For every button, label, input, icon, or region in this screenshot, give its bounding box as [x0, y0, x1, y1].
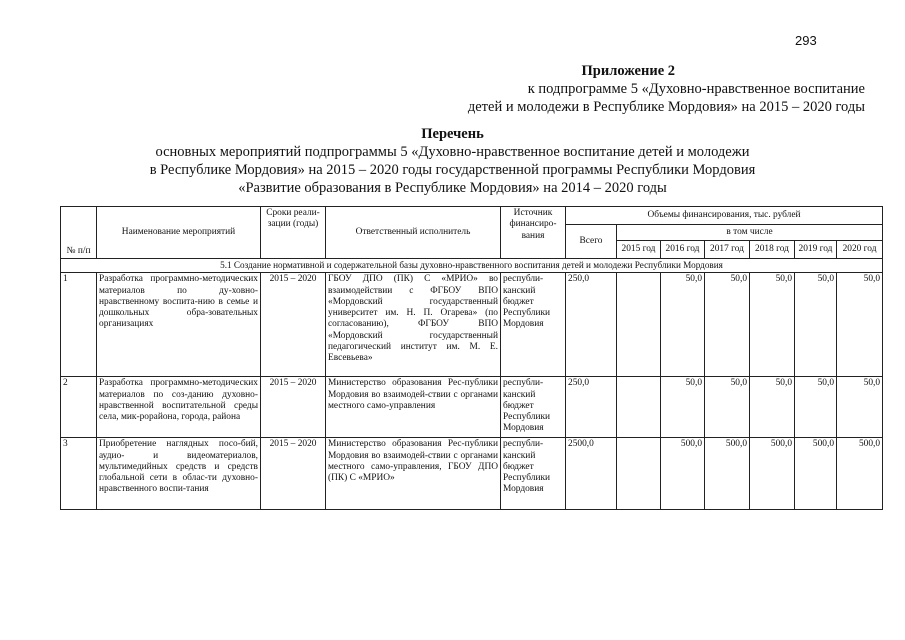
heading-title: Перечень: [421, 126, 484, 142]
cell-year: 50,0: [750, 273, 795, 377]
cell-year: 50,0: [750, 377, 795, 438]
cell-num: 2: [61, 377, 97, 438]
appendix-title: Приложение 2: [581, 63, 675, 79]
document-heading: [0, 125, 905, 197]
appendix-line-1: к подпрограмме 5 «Духовно-нравственное воспитание: [527, 81, 865, 97]
appendix-line-2: детей и молодежи в Республике Мордовия» на 2015 – 2020 годы: [467, 99, 865, 115]
cell-total: 250,0: [566, 377, 617, 438]
cell-terms: 2015 – 2020: [261, 273, 326, 377]
cell-year: 500,0: [750, 438, 795, 510]
cell-year: 500,0: [795, 438, 837, 510]
cell-name: Разработка программно-методических материалов по ду-ховно-нравственному воспита-нию в семье и дошкольных обра-зовательных организациях: [97, 273, 261, 377]
cell-year: 50,0: [661, 377, 705, 438]
cell-terms: 2015 – 2020: [261, 377, 326, 438]
cell-executor: ГБОУ ДПО (ПК) С «МРИО» во взаимодействии с ФГБОУ ВПО «Мордовский государственный университет им. Н. П. Огарева» (по согласованию), ФГБОУ ВПО «Мордовский государственный педагогический институт им. М. Е. Евсевьева»: [326, 273, 501, 377]
header-year: 2020 год: [837, 241, 883, 259]
header-total: Всего: [566, 225, 617, 259]
header-volumes: Объемы финансирования, тыс. рублей: [566, 207, 883, 225]
header-year: 2018 год: [750, 241, 795, 259]
header-executor: Ответственный исполнитель: [326, 207, 501, 259]
cell-year: 50,0: [795, 273, 837, 377]
cell-total: 250,0: [566, 273, 617, 377]
table-row: [61, 273, 883, 377]
cell-executor: Министерство образования Рес-публики Мордовия во взаимодей-ствии с органами местного само-управления: [326, 377, 501, 438]
cell-executor: Министерство образования Рес-публики Мордовия во взаимодей-ствии с органами местного само-управления, ГБОУ ДПО (ПК) С «МРИО»: [326, 438, 501, 510]
table-row: [61, 377, 883, 438]
cell-year: 50,0: [795, 377, 837, 438]
cell-terms: 2015 – 2020: [261, 438, 326, 510]
header-year: 2015 год: [617, 241, 661, 259]
cell-year: [617, 438, 661, 510]
section-title: 5.1 Создание нормативной и содержательной базы духовно-нравственного воспитания детей и молодежи Республики Мордовия: [61, 259, 883, 273]
appendix-block: [468, 62, 865, 116]
heading-line-3: «Развитие образования в Республике Мордовия» на 2014 – 2020 годы: [238, 180, 667, 196]
header-num: № п/п: [61, 207, 97, 259]
cell-source: республи-канский бюджет Республики Мордовия: [501, 438, 566, 510]
cell-year: 500,0: [661, 438, 705, 510]
cell-source: республи-канский бюджет Республики Мордовия: [501, 273, 566, 377]
cell-year: 50,0: [705, 273, 750, 377]
cell-year: 50,0: [837, 377, 883, 438]
header-name: Наименование мероприятий: [97, 207, 261, 259]
header-source: Источник финансиро-вания: [501, 207, 566, 259]
cell-num: 3: [61, 438, 97, 510]
cell-year: 50,0: [661, 273, 705, 377]
header-including: в том числе: [617, 225, 883, 241]
header-year: 2017 год: [705, 241, 750, 259]
cell-source: республи-канский бюджет Республики Мордовия: [501, 377, 566, 438]
header-terms: Сроки реали-зации (годы): [261, 207, 326, 259]
header-year: 2019 год: [795, 241, 837, 259]
activities-table: [60, 206, 883, 510]
cell-name: Приобретение наглядных посо-бий, аудио- и видеоматериалов, мультимедийных средств и средств глобальной сети в облас-ти духовно-нравственного воспи-тания: [97, 438, 261, 510]
table-row: [61, 438, 883, 510]
cell-year: 500,0: [705, 438, 750, 510]
page-number: 293: [795, 33, 817, 48]
heading-line-1: основных мероприятий подпрограммы 5 «Духовно-нравственное воспитание детей и молодежи: [155, 144, 750, 160]
cell-num: 1: [61, 273, 97, 377]
cell-year: 500,0: [837, 438, 883, 510]
cell-name: Разработка программно-методических материалов по соз-данию духовно-нравственной воспитательной среды села, мик-рорайона, города, района: [97, 377, 261, 438]
cell-year: 50,0: [837, 273, 883, 377]
cell-year: [617, 273, 661, 377]
cell-year: 50,0: [705, 377, 750, 438]
header-year: 2016 год: [661, 241, 705, 259]
cell-year: [617, 377, 661, 438]
heading-line-2: в Республике Мордовия» на 2015 – 2020 годы государственной программы Республики Мордовия: [149, 162, 756, 178]
cell-total: 2500,0: [566, 438, 617, 510]
